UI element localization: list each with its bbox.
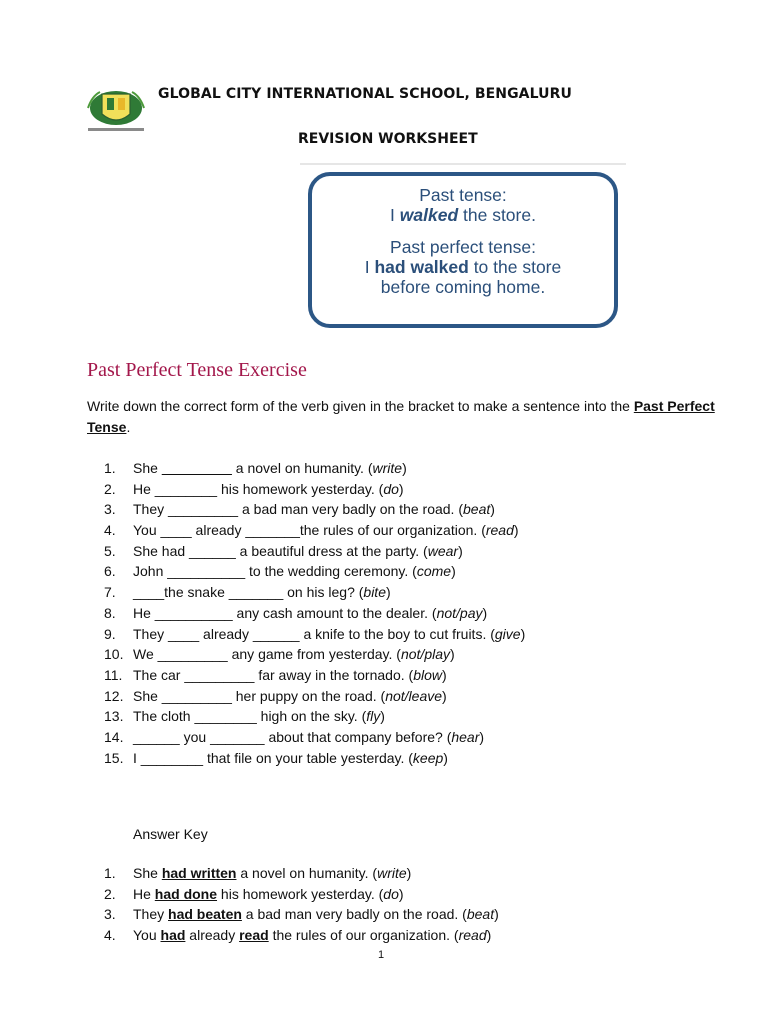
past-tense-example: I walked the store. [390, 205, 536, 225]
list-item: 11. The car _________ far away in the tornado. (blow) [104, 666, 447, 683]
tense-callout-box [308, 172, 618, 328]
list-item: 2. He ________ his homework yesterday. (do) [104, 480, 404, 497]
past-perfect-example: I had walked to the store [364, 257, 562, 277]
worksheet-title: REVISION WORKSHEET [298, 131, 478, 147]
list-item: 15. I ________ that file on your table yesterday. (keep) [104, 749, 448, 766]
list-item: 3. They had beaten a bad man very badly on the road. (beat) [104, 906, 499, 923]
list-item: 13. The cloth ________ high on the sky. (fly) [104, 708, 385, 725]
list-item: 14. ______ you _______ about that company before? (hear) [104, 728, 485, 745]
answer-key-title: Answer Key [133, 826, 208, 842]
divider [300, 163, 626, 165]
list-item: 3. They _________ a bad man very badly on the road. (beat) [104, 501, 495, 518]
instruction-emphasis: Past Perfect Tense [87, 398, 715, 435]
past-perfect-label: Past perfect tense: [390, 237, 536, 257]
list-item: 5. She had ______ a beautiful dress at the party. (wear) [104, 542, 463, 559]
list-item: 9. They ____ already ______ a knife to the boy to cut fruits. (give) [104, 625, 526, 642]
past-verb: walked [399, 205, 459, 225]
exercise-title: Past Perfect Tense Exercise [87, 359, 307, 381]
exercise-instruction: Write down the correct form of the verb given in the bracket to make a sentence into the Past Perfect Tense. [87, 398, 715, 435]
answer-key-list [104, 863, 724, 946]
list-item: 4. You ____ already _______the rules of our organization. (read) [104, 522, 519, 539]
past-perfect-verb: had walked [374, 257, 469, 277]
school-crest-logo [82, 86, 150, 136]
page-number: 1 [378, 949, 385, 961]
list-item: 7. ____the snake _______ on his leg? (bite) [104, 584, 391, 601]
school-name: GLOBAL CITY INTERNATIONAL SCHOOL, BENGALURU [158, 86, 572, 102]
list-item: 8. He __________ any cash amount to the dealer. (not/pay) [104, 604, 488, 621]
list-item: 6. John __________ to the wedding ceremony. (come) [104, 563, 456, 580]
list-item: 2. He had done his homework yesterday. (do) [104, 885, 404, 902]
list-item: 1. She had written a novel on humanity. (write) [104, 865, 412, 881]
list-item: 1. She _________ a novel on humanity. (write) [104, 460, 407, 476]
past-perfect-example-line3: before coming home. [380, 277, 546, 297]
list-item: 4. You had already read the rules of our organization. (read) [104, 927, 492, 944]
list-item: 12. She _________ her puppy on the road. (not/leave) [104, 687, 447, 704]
past-tense-label: Past tense: [419, 185, 507, 205]
list-item: 10. We _________ any game from yesterday. (not/play) [104, 646, 455, 663]
exercise-list [104, 458, 724, 768]
